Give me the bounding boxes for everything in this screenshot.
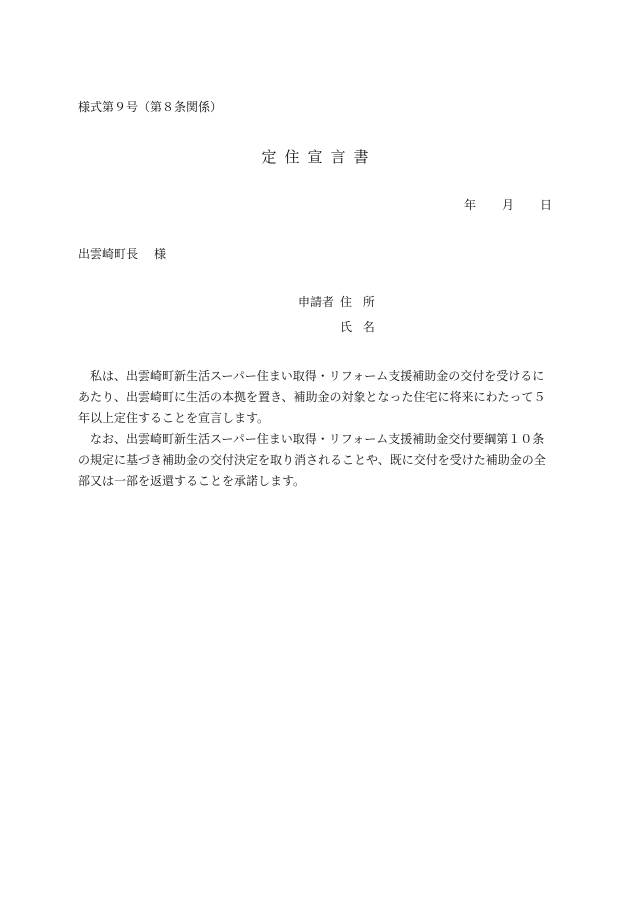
- addressee: [78, 245, 166, 262]
- date-day-label: 日: [539, 198, 552, 212]
- applicant-role-label: 申請者: [298, 295, 335, 309]
- date-line: [464, 196, 552, 213]
- form-number: 様式第９号（第８条関係）: [78, 100, 223, 114]
- date-month-label: 月: [501, 198, 514, 212]
- declaration-body: [78, 366, 554, 492]
- applicant-address-line: [298, 293, 386, 310]
- declaration-paragraph-1: 私は、出雲崎町新生活スーパー住まい取得・リフォーム支援補助金の交付を受けるにあたり、出雲崎町に生活の本拠を置き、補助金の対象となった住宅に将来にわたって５年以上定住することを宣言します。: [78, 369, 546, 425]
- applicant-name-line: [340, 318, 386, 335]
- document-title: 定住宣言書: [261, 148, 377, 166]
- addressee-suffix: 様: [154, 247, 167, 261]
- name-label: 氏名: [340, 320, 386, 334]
- declaration-paragraph-2: なお、出雲崎町新生活スーパー住まい取得・リフォーム支援補助金交付要綱第１０条の規定に基づき補助金の交付決定を取り消されることや、既に交付を受けた補助金の全部又は一部を返還することを承諾します。: [78, 432, 546, 488]
- addressee-name: 出雲崎町長: [78, 247, 139, 261]
- address-label: 住所: [340, 295, 386, 309]
- date-year-label: 年: [463, 198, 476, 212]
